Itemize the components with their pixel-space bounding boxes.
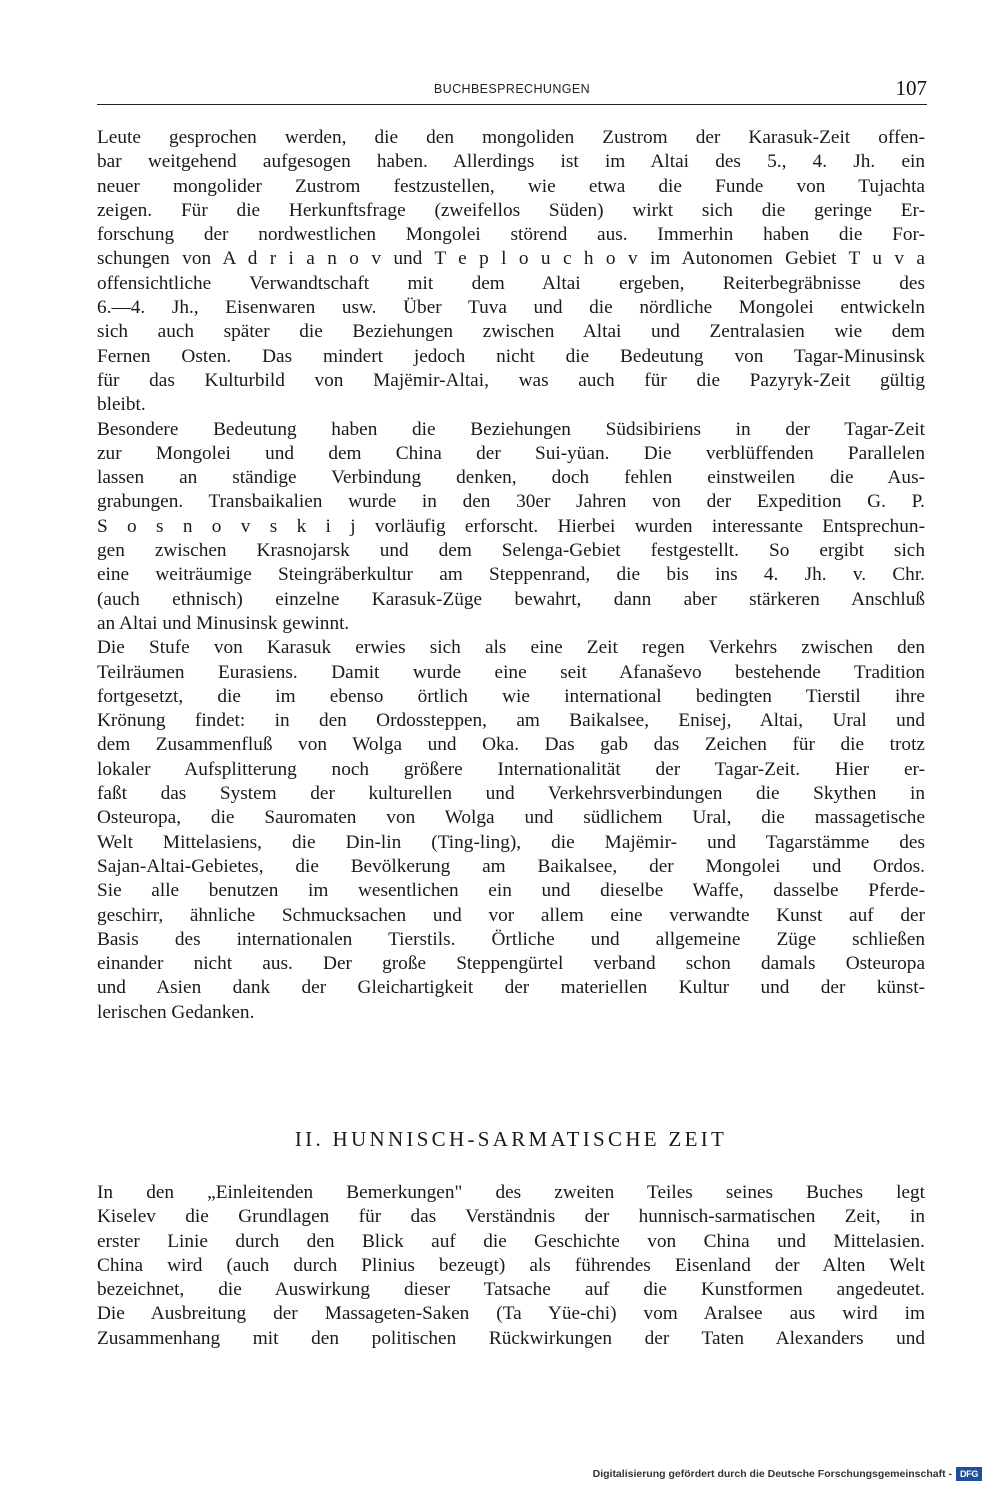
text-line: und Asien dank der Gleichartigkeit der materiellen Kultur und der künst- (97, 977, 925, 999)
text-line: zeigen. Für die Herkunftsfrage (zweifellos Süden) wirkt sich die geringe Er- (97, 199, 925, 221)
page-number: 107 (895, 76, 927, 100)
text-line: lokaler Aufsplitterung noch größere Internationalität der Tagar-Zeit. Hier er- (97, 758, 925, 780)
text-line: lassen an ständige Verbindung denken, doch fehlen einstweilen die Aus- (97, 467, 925, 489)
text-line: Die Stufe von Karasuk erwies sich als eine Zeit regen Verkehrs zwischen den (97, 637, 925, 659)
text-line: forschung der nordwestlichen Mongolei störend aus. Immerhin haben die For- (97, 224, 925, 246)
footer-credit (593, 1467, 982, 1481)
text-line: zur Mongolei und dem China der Sui-yüan. Die verblüffenden Parallelen (97, 442, 925, 464)
text-line: Besondere Bedeutung haben die Beziehungen Südsibiriens in der Tagar-Zeit (97, 418, 925, 440)
text-line: gen zwischen Krasnojarsk und dem Selenga-Gebiet festgestellt. So ergibt sich (97, 540, 925, 562)
text-line: sich auch später die Beziehungen zwischen Altai und Zentralasien wie dem (97, 321, 925, 343)
text-line: geschirr, ähnliche Schmucksachen und vor allem eine verwandte Kunst auf der (97, 904, 925, 926)
paragraph (97, 126, 925, 418)
text-line: Zusammenhang mit den politischen Rückwirkungen der Taten Alexanders und (97, 1327, 925, 1349)
text-line: Teilräumen Eurasiens. Damit wurde eine seit Afanaševo bestehende Tradition (97, 661, 925, 683)
text-line: (auch ethnisch) einzelne Karasuk-Züge bewahrt, dann aber stärkeren Anschluß (97, 588, 925, 610)
text-line: lerischen Gedanken. (97, 1001, 255, 1023)
text-line: In den „Einleitenden Bemerkungen" des zweiten Teiles seines Buches legt (97, 1182, 925, 1203)
text-line: 6.—4. Jh., Eisenwaren usw. Über Tuva und die nördliche Mongolei entwickeln (97, 297, 925, 319)
paragraph (97, 418, 925, 637)
text-line: fortgesetzt, die im ebenso örtlich wie international bedingten Tierstil ihre (97, 685, 925, 707)
section-heading: II. HUNNISCH-SARMATISCHE ZEIT (294, 1127, 728, 1151)
text-line: an Altai und Minusinsk gewinnt. (97, 612, 350, 634)
running-title: BUCHBESPRECHUNGEN (433, 82, 591, 96)
text-line: Welt Mittelasiens, die Din-lin (Ting-ling), die Majëmir- und Tagarstämme des (97, 831, 925, 853)
text-line: S o s n o v s k i j vorläufig erforscht. Hierbei wurden interessante Entsprechun- (97, 515, 925, 537)
text-line: faßt das System der kulturellen und Verkehrsverbindungen die Skythen in (97, 783, 925, 805)
text-line: grabungen. Transbaikalien wurde in den 30er Jahren von der Expedition G. P. (97, 491, 925, 513)
dfg-logo: DFG (956, 1467, 982, 1481)
text-line: offensichtliche Verwandtschaft mit dem Altai ergeben, Reiterbegräbnisse des (97, 272, 925, 294)
text-line: Krönung findet: in den Ordossteppen, am Baikalsee, Enisej, Altai, Ural und (97, 710, 925, 732)
text-line: erster Linie durch den Blick auf die Geschichte von China und Mittelasien. (97, 1230, 925, 1252)
text-line: für das Kulturbild von Majëmir-Altai, was auch für die Pazyryk-Zeit gültig (97, 369, 925, 391)
text-line: China wird (auch durch Plinius bezeugt) als führendes Eisenland der Alten Welt (97, 1254, 925, 1276)
text-line: Die Ausbreitung der Massageten-Saken (Ta Yüe-chi) vom Aralsee aus wird im (97, 1303, 925, 1325)
text-line: bleibt. (97, 394, 146, 416)
text-line: einander nicht aus. Der große Steppengürtel verband schon damals Osteuropa (97, 953, 925, 975)
funding-credit-text: Digitalisierung gefördert durch die Deutsche Forschungsgemeinschaft - (592, 1468, 952, 1480)
text-line: schungen von A d r i a n o v und T e p l o u c h o v im Autonomen Gebiet T u v a (97, 248, 925, 270)
text-line: dem Zusammenfluß von Wolga und Oka. Das gab das Zeichen für die trotz (97, 734, 925, 756)
text-line: Fernen Osten. Das mindert jedoch nicht die Bedeutung von Tagar-Minusinsk (97, 345, 925, 367)
text-line: Leute gesprochen werden, die den mongoliden Zustrom der Karasuk-Zeit offen- (97, 127, 925, 148)
text-line: Osteuropa, die Sauromaten von Wolga und südlichem Ural, die massagetische (97, 807, 925, 829)
text-line: Basis des internationalen Tierstils. Örtliche und allgemeine Züge schließen (97, 928, 925, 950)
text-line: Kiselev die Grundlagen für das Verständnis der hunnisch-sarmatischen Zeit, in (97, 1206, 925, 1228)
text-line: Sie alle benutzen im wesentlichen ein und dieselbe Waffe, dasselbe Pferde- (97, 880, 925, 902)
text-line: neuer mongolider Zustrom festzustellen, wie etwa die Funde von Tujachta (97, 175, 925, 197)
text-line: eine weiträumige Steingräberkultur am Steppenrand, die bis ins 4. Jh. v. Chr. (97, 564, 925, 586)
text-line: Sajan-Altai-Gebietes, die Bevölkerung am Baikalsee, der Mongolei und Ordos. (97, 855, 925, 877)
section-text (97, 1181, 925, 1351)
text-line: bezeichnet, die Auswirkung dieser Tatsache auf die Kunstformen angedeutet. (97, 1279, 925, 1301)
running-head (97, 78, 927, 105)
body-text (97, 126, 925, 1025)
text-line: bar weitgehend aufgesogen haben. Allerdings ist im Altai des 5., 4. Jh. ein (97, 151, 925, 173)
paragraph (97, 636, 925, 1025)
